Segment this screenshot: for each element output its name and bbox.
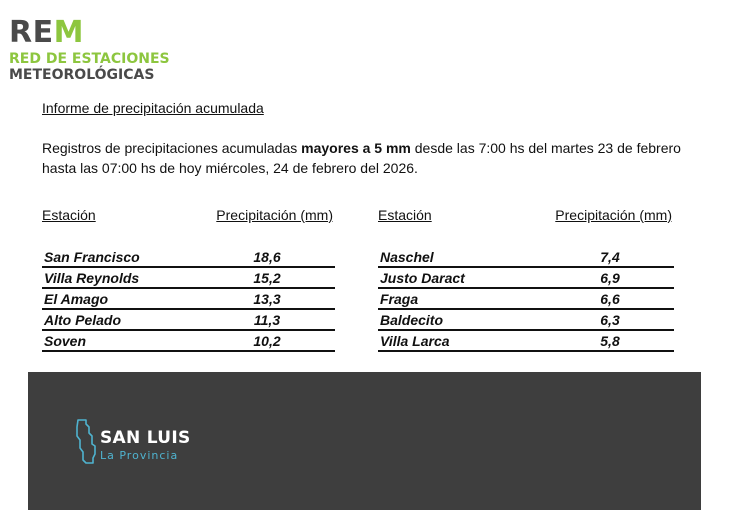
rem-logo-line1: RED DE ESTACIONES [9,51,170,67]
precipitation-value: 11,3 [253,312,281,328]
station-name: Baldecito [380,312,444,328]
station-name: Naschel [380,249,434,265]
table-row [378,331,674,352]
table-row [42,247,335,268]
footer-brand-sub: La Provincia [100,449,179,462]
station-name: Justo Daract [380,270,465,286]
table-row [378,247,674,268]
table-row [378,310,674,331]
rem-logo-wordmark [9,15,170,50]
precipitation-value: 18,6 [253,249,281,265]
rem-logo [9,15,170,84]
station-name: El Amago [44,291,109,307]
table-row [378,268,674,289]
rem-logo-m: M [53,15,84,50]
rem-logo-line2: METEOROLÓGICAS [9,67,155,83]
report-description [42,138,682,178]
station-name: San Francisco [44,249,140,265]
precipitation-value: 6,9 [600,270,620,286]
precipitation-value: 5,8 [600,333,620,349]
precipitation-value: 13,3 [253,291,281,307]
precipitation-value: 7,4 [600,249,620,265]
table-header [42,207,335,225]
header-station: Estación [42,207,96,223]
table-row [378,289,674,310]
footer-banner [28,372,701,510]
precipitation-table-left [42,207,335,352]
table-rows [42,247,335,352]
san-luis-map-outline-icon [73,418,99,468]
precipitation-value: 15,2 [253,270,281,286]
rem-logo-re: RE [9,15,54,50]
table-row [42,331,335,352]
station-name: Fraga [380,291,419,307]
report-desc-part2: desde las 7:00 hs del martes 23 de febrero hasta las 07:00 hs de hoy miércoles, 24 de febrero del 2026. [42,140,681,176]
report-desc-part1: Registros de precipitaciones acumuladas [42,140,302,156]
table-row [42,268,335,289]
table-row [42,310,335,331]
table-header [378,207,674,225]
header-station: Estación [378,207,432,223]
precipitation-value: 10,2 [253,333,281,349]
station-name: Villa Reynolds [44,270,140,286]
report-title: Informe de precipitación acumulada [42,100,264,116]
station-name: Alto Pelado [44,312,122,328]
footer-brand-name: SAN LUIS [100,428,191,448]
table-row [42,289,335,310]
station-name: Villa Larca [380,333,450,349]
header-precipitation: Precipitación (mm) [216,207,333,223]
precipitation-table-right [378,207,674,352]
report-desc-threshold: mayores a 5 mm [301,140,411,156]
table-rows [378,247,674,352]
precipitation-value: 6,6 [600,291,620,307]
header-precipitation: Precipitación (mm) [555,207,672,223]
station-name: Soven [44,333,87,349]
precipitation-value: 6,3 [600,312,620,328]
